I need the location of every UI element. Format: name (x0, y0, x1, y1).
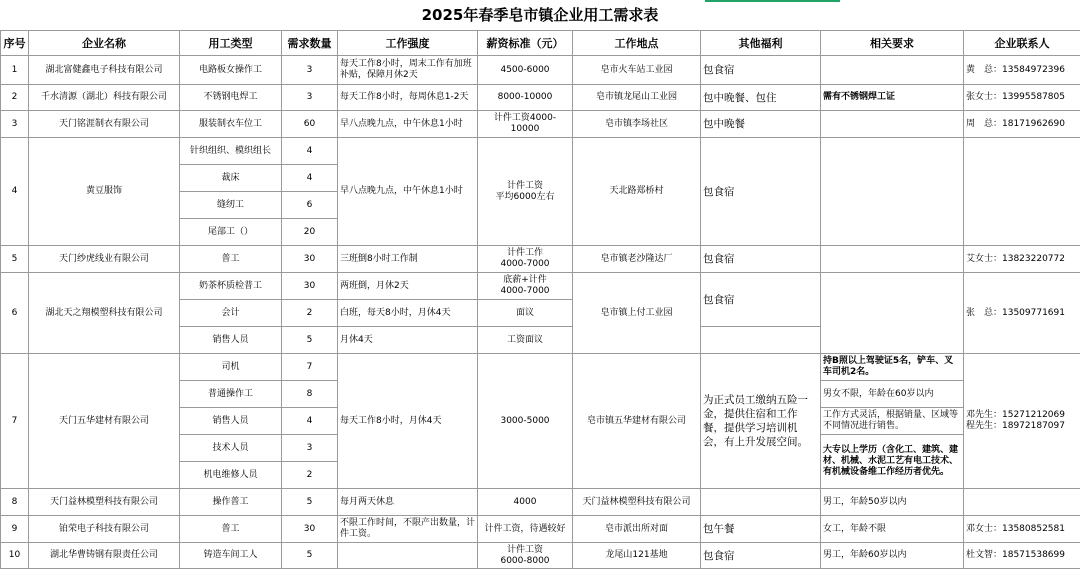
cell-qty: 5 (282, 543, 338, 569)
cell-no: 9 (1, 516, 29, 543)
cell-location: 龙尾山121基地 (573, 543, 701, 569)
cell-requirement (821, 138, 964, 246)
cell-intensity: 月休4天 (338, 327, 478, 354)
cell-type: 尾部工（） (180, 219, 282, 246)
cell-intensity (338, 543, 478, 569)
cell-location: 皂市火车站工业园 (573, 56, 701, 85)
cell-intensity: 早八点晚九点，中午休息1小时 (338, 111, 478, 138)
cell-type: 操作普工 (180, 489, 282, 516)
cell-qty: 3 (282, 85, 338, 111)
cell-location: 天北路郑桥村 (573, 138, 701, 246)
cell-requirement: 男工，年龄50岁以内 (821, 489, 964, 516)
cell-company: 湖北天之翔模塑科技有限公司 (29, 273, 180, 354)
cell-type: 裁床 (180, 165, 282, 192)
cell-salary: 计件工作 4000-7000 (478, 246, 573, 273)
cell-qty: 3 (282, 56, 338, 85)
cell-no: 6 (1, 273, 29, 354)
cell-type: 销售人员 (180, 327, 282, 354)
cell-qty: 4 (282, 408, 338, 435)
cell-type: 铸造车间工人 (180, 543, 282, 569)
cell-no: 4 (1, 138, 29, 246)
cell-type: 普工 (180, 246, 282, 273)
cell-requirement (821, 111, 964, 138)
cell-qty: 30 (282, 273, 338, 300)
cell-intensity: 每月两天休息 (338, 489, 478, 516)
header-company: 企业名称 (29, 31, 180, 56)
cell-location: 皂市镇老沙隆达厂 (573, 246, 701, 273)
cell-no: 1 (1, 56, 29, 85)
cell-benefit: 为正式员工缴纳五险一金，提供住宿和工作餐，提供学习培训机会，有上升发展空间。 (701, 354, 821, 489)
table-row (1, 489, 1080, 516)
header-benefit: 其他福利 (701, 31, 821, 56)
cell-intensity: 白班，每天8小时，月休4天 (338, 300, 478, 327)
cell-qty: 30 (282, 516, 338, 543)
cell-benefit (701, 489, 821, 516)
cell-salary: 8000-10000 (478, 85, 573, 111)
cell-type: 销售人员 (180, 408, 282, 435)
cell-qty: 3 (282, 435, 338, 462)
cell-intensity: 每天工作8小时，月休4天 (338, 354, 478, 489)
cell-requirement: 大专以上学历（含化工、建筑、建材、机械、水泥工艺有电工技术、有机械设备维工作经历者优先。 (821, 435, 964, 489)
table-row (1, 354, 1080, 381)
cell-requirement: 男女不限，年龄在60岁以内 (821, 381, 964, 408)
cell-location: 皂市镇上付工业园 (573, 273, 701, 354)
cell-salary: 计件工资 6000-8000 (478, 543, 573, 569)
cell-company: 天门纱虎线业有限公司 (29, 246, 180, 273)
cell-benefit-empty (701, 327, 821, 354)
cell-qty: 6 (282, 192, 338, 219)
cell-benefit: 包食宿 (701, 138, 821, 246)
cell-company: 湖北华曹铸钢有限责任公司 (29, 543, 180, 569)
cell-requirement: 男工，年龄60岁以内 (821, 543, 964, 569)
cell-no: 2 (1, 85, 29, 111)
table-row (1, 273, 1080, 300)
cell-contact: 张女士：13995587805 (964, 85, 1080, 111)
cell-no: 7 (1, 354, 29, 489)
cell-type: 司机 (180, 354, 282, 381)
cell-qty: 4 (282, 138, 338, 165)
cell-contact: 黄 总：13584972396 (964, 56, 1080, 85)
cell-qty: 20 (282, 219, 338, 246)
cell-contact: 艾女士：13823220772 (964, 246, 1080, 273)
cell-qty: 5 (282, 489, 338, 516)
cell-type: 奶茶杯质检普工 (180, 273, 282, 300)
table-row (1, 246, 1080, 273)
cell-type: 普工 (180, 516, 282, 543)
job-demand-table (0, 30, 1080, 569)
cell-company: 湖北富健鑫电子科技有限公司 (29, 56, 180, 85)
cell-salary: 工资面议 (478, 327, 573, 354)
header-intensity: 工作强度 (338, 31, 478, 56)
cell-contact: 邓先生：15271212069 程先生：18972187097 (964, 354, 1080, 489)
cell-qty: 30 (282, 246, 338, 273)
cell-location: 皂市派出所对面 (573, 516, 701, 543)
cell-salary: 底薪+计件 4000-7000 (478, 273, 573, 300)
cell-type: 针织组织、模织组长 (180, 138, 282, 165)
header-contact: 企业联系人 (964, 31, 1080, 56)
table-row (1, 138, 1080, 165)
cell-qty: 4 (282, 165, 338, 192)
cell-company: 天门益林模塑科技有限公司 (29, 489, 180, 516)
table-row (1, 56, 1080, 85)
cell-company: 黄豆服饰 (29, 138, 180, 246)
cell-company: 铂荣电子科技有限公司 (29, 516, 180, 543)
header-location: 工作地点 (573, 31, 701, 56)
cell-location: 皂市镇五华建材有限公司 (573, 354, 701, 489)
cell-qty: 2 (282, 300, 338, 327)
header-type: 用工类型 (180, 31, 282, 56)
cell-qty: 60 (282, 111, 338, 138)
cell-requirement: 持B照以上驾驶证5名，铲车、叉车司机2名。 (821, 354, 964, 381)
cell-benefit: 包食宿 (701, 543, 821, 569)
cell-intensity: 每天工作8小时，周末工作有加班补贴，保障月休2天 (338, 56, 478, 85)
cell-intensity: 不限工作时间，不限产出数量，计件工资。 (338, 516, 478, 543)
cell-no: 3 (1, 111, 29, 138)
cell-salary: 面议 (478, 300, 573, 327)
cell-company: 千水清源（湖北）科技有限公司 (29, 85, 180, 111)
cell-company: 天门五华建材有限公司 (29, 354, 180, 489)
cell-contact: 邓女士：13580852581 (964, 516, 1080, 543)
cell-company: 天门铭涯制衣有限公司 (29, 111, 180, 138)
cell-contact: 周 总：18171962690 (964, 111, 1080, 138)
cell-intensity: 两班倒，月休2天 (338, 273, 478, 300)
cell-benefit: 包午餐 (701, 516, 821, 543)
cell-contact: 张 总：13509771691 (964, 273, 1080, 354)
cell-requirement: 工作方式灵活，根据销量、区域等不同情况进行销售。 (821, 408, 964, 435)
cell-benefit: 包食宿 (701, 246, 821, 273)
cell-intensity: 早八点晚九点，中午休息1小时 (338, 138, 478, 246)
cell-qty: 2 (282, 462, 338, 489)
header-requirement: 相关要求 (821, 31, 964, 56)
cell-type: 机电维修人员 (180, 462, 282, 489)
cell-requirement: 需有不锈钢焊工证 (821, 85, 964, 111)
cell-requirement (821, 246, 964, 273)
cell-salary: 4500-6000 (478, 56, 573, 85)
cell-contact (964, 489, 1080, 516)
cell-benefit: 包食宿 (701, 273, 821, 327)
cell-type: 不锈钢电焊工 (180, 85, 282, 111)
cell-location: 皂市镇李场社区 (573, 111, 701, 138)
cell-location: 皂市镇龙尾山工业园 (573, 85, 701, 111)
header-qty: 需求数量 (282, 31, 338, 56)
cell-type: 缝纫工 (180, 192, 282, 219)
cell-requirement: 女工，年龄不限 (821, 516, 964, 543)
cell-type: 会计 (180, 300, 282, 327)
cell-salary: 3000-5000 (478, 354, 573, 489)
page-title: 2025年春季皂市镇企业用工需求表 (421, 6, 659, 24)
cell-contact (964, 138, 1080, 246)
cell-qty: 5 (282, 327, 338, 354)
cell-salary: 4000 (478, 489, 573, 516)
table-row (1, 85, 1080, 111)
cell-salary: 计件工资 平均6000左右 (478, 138, 573, 246)
cell-salary: 计件工资4000-10000 (478, 111, 573, 138)
cell-type: 技术人员 (180, 435, 282, 462)
cell-benefit: 包中晚餐 (701, 111, 821, 138)
cell-intensity: 三班倒8小时工作制 (338, 246, 478, 273)
cell-contact: 杜文智：18571538699 (964, 543, 1080, 569)
cell-benefit: 包中晚餐、包住 (701, 85, 821, 111)
header-salary: 薪资标准（元） (478, 31, 573, 56)
cell-no: 10 (1, 543, 29, 569)
cell-requirement (821, 273, 964, 354)
cell-salary: 计件工资，待遇较好 (478, 516, 573, 543)
cell-type: 服装制衣车位工 (180, 111, 282, 138)
header-row (1, 31, 1080, 56)
cell-qty: 8 (282, 381, 338, 408)
cell-requirement (821, 56, 964, 85)
cell-benefit: 包食宿 (701, 56, 821, 85)
cell-intensity: 每天工作8小时，每周休息1-2天 (338, 85, 478, 111)
cell-location: 天门益林模塑科技有限公司 (573, 489, 701, 516)
table-row (1, 111, 1080, 138)
table-row (1, 516, 1080, 543)
cell-qty: 7 (282, 354, 338, 381)
cell-no: 5 (1, 246, 29, 273)
cell-type: 普通操作工 (180, 381, 282, 408)
cell-type: 电路板女操作工 (180, 56, 282, 85)
table-row (1, 543, 1080, 569)
cell-no: 8 (1, 489, 29, 516)
header-no: 序号 (1, 31, 29, 56)
